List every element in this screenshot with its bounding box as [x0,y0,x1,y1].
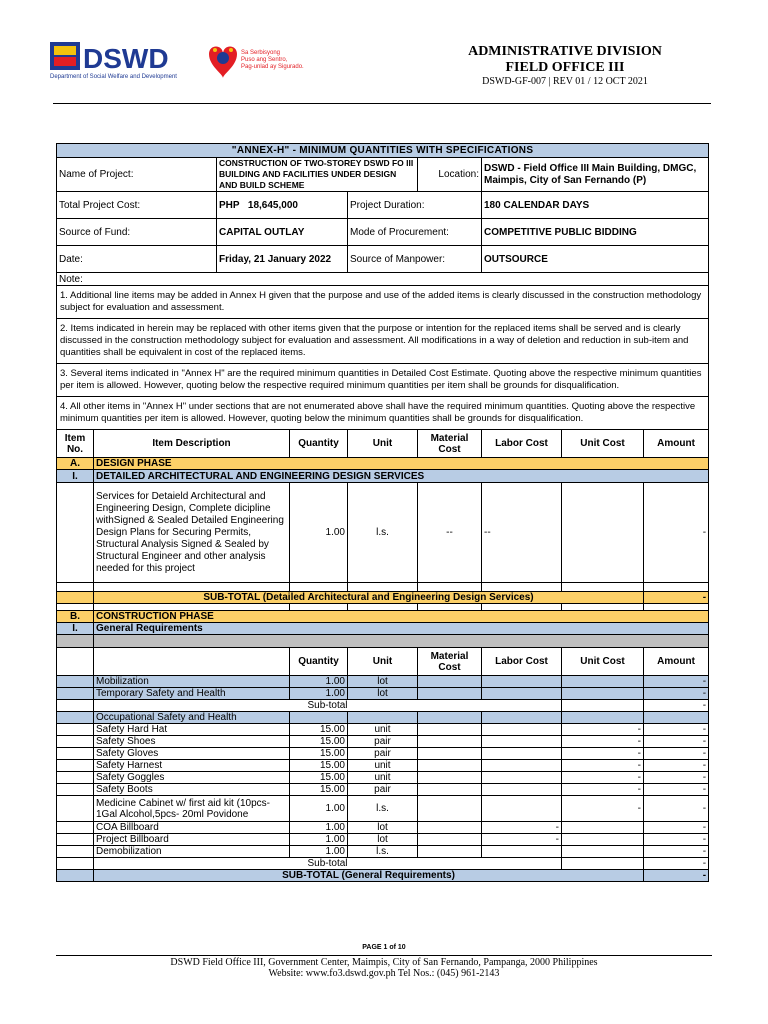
annex-title: "ANNEX-H" - MINIMUM QUANTITIES WITH SPECIFICATIONS [57,144,709,158]
section-b-sub-row [57,623,709,635]
section-a-letter: A. [57,458,94,470]
general-req-header-row [57,648,709,676]
item-amount: - [644,748,709,760]
item-unit-cost: - [562,748,644,760]
item-unit-cost [562,688,644,700]
project-name-label: Name of Project: [57,158,217,192]
date-value: Friday, 21 January 2022 [217,246,348,273]
item-amount: - [644,772,709,784]
procurement-label: Mode of Procurement: [348,219,482,246]
item-desc: Safety Boots [94,784,290,796]
item-qty: 1.00 [290,846,348,858]
item-unit-cost: - [562,772,644,784]
item-desc: Safety Gloves [94,748,290,760]
item-labor [482,724,562,736]
info-row-cost [57,192,709,219]
medicine-unit-cost: - [562,796,644,822]
header-form-code: DSWD-GF-007 | REV 01 / 12 OCT 2021 [482,76,648,87]
item-unit: lot [348,822,418,834]
item-amount: - [644,736,709,748]
info-row-date [57,246,709,273]
col-labor-cost: Labor Cost [482,430,562,458]
project-name-value: CONSTRUCTION OF TWO-STOREY DSWD FO III BUILDING AND FACILITIES UNDER DESIGN AND BUILD SCHEME [217,158,418,192]
item-desc: COA Billboard [94,822,290,834]
section-a-sub-no: I. [57,470,94,483]
note-2: 2. Items indicated in herein may be replaced with other items given that the purpose or intention for the replaced items shall be served and is clearly discussed in the construction methodology subject for evaluation and assessment. All modifications in a way of deletion and reduction in sub-item and quantities shall be equivalent in cost of the replaced items. [57,319,709,364]
duration-label: Project Duration: [348,192,482,219]
osh-items [57,724,709,796]
item-qty: 1.00 [290,688,348,700]
item-qty: 1.00 [290,834,348,846]
header-divider [53,103,711,104]
item-unit: lot [348,688,418,700]
col-quantity: Quantity [290,430,348,458]
subtotal-design-value: - [644,592,709,604]
item-material [418,676,482,688]
gr-col-quantity: Quantity [290,648,348,676]
item-amount: - [644,724,709,736]
subtotal-general-row [57,870,709,882]
item-labor [482,846,562,858]
subtotal-2-value: - [644,858,709,870]
table-row [57,760,709,772]
section-a-title: DESIGN PHASE [94,458,709,470]
item-labor [482,760,562,772]
item-material [418,846,482,858]
medicine-desc: Medicine Cabinet w/ first aid kit (10pcs-1Gal Alcohol,5pcs- 20ml Povidone [94,796,290,822]
gr-col-amount: Amount [644,648,709,676]
item-desc: Safety Shoes [94,736,290,748]
seal-line-3: Pag-unlad ay Sigurado. [241,64,304,70]
subtotal-2-label: Sub-total [94,858,562,870]
info-row-project [57,158,709,192]
general-req-group-1 [57,676,709,700]
table-row [57,784,709,796]
item-desc: Temporary Safety and Health [94,688,290,700]
item-unit-cost [562,834,644,846]
location-label: Location: [418,158,482,192]
annex-h-table [56,143,709,882]
item-labor: - [482,822,562,834]
item-material [418,760,482,772]
item-unit: l.s. [348,846,418,858]
item-amount: - [644,822,709,834]
subtotal-design-label: SUB-TOTAL (Detailed Architectural and Engineering Design Services) [94,592,644,604]
header-division: ADMINISTRATIVE DIVISION [468,44,662,59]
item-unit: pair [348,784,418,796]
seal-line-1: Sa Serbisyong [241,50,281,56]
item-qty: 15.00 [290,784,348,796]
table-row [57,772,709,784]
item-unit-cost: - [562,760,644,772]
col-material-cost: Material Cost [418,430,482,458]
bagong-pilipinas-seal [203,40,315,82]
logo-text: DSWD [83,43,169,74]
section-b-letter: B. [57,611,94,623]
item-unit: lot [348,834,418,846]
item-material [418,724,482,736]
design-services-desc: Services for Detaield Architectural and Engineering Design, Complete dicipline withSigned & Sealed Detailed Engineering Design Plans for Securing Permits, Structural Analysis Signed & Sealed by Structural Engineer and other analysis needed for this project [94,483,290,583]
total-cost-label: Total Project Cost: [57,192,217,219]
item-qty: 15.00 [290,736,348,748]
item-unit-cost: - [562,724,644,736]
item-desc: Safety Harnest [94,760,290,772]
item-unit: lot [348,676,418,688]
subtotal-row-1 [57,700,709,712]
item-unit: pair [348,748,418,760]
location-value: DSWD - Field Office III Main Building, DMGC, Maimpis, City of San Fernando (P) [482,158,709,192]
item-material [418,736,482,748]
item-material [418,822,482,834]
item-unit-cost [562,822,644,834]
footer-address: DSWD Field Office III, Government Center, Maimpis, City of San Fernando, Pampanga, 2000 Philippines [170,957,598,968]
item-material [418,834,482,846]
item-qty: 1.00 [290,676,348,688]
note-1: 1. Additional line items may be added in Annex H given that the purpose and use of the added items is clearly discussed in the construction methodology subject for evaluation and assessment. [57,286,709,319]
item-amount: - [644,834,709,846]
item-material [418,784,482,796]
table-row [57,796,709,822]
col-amount: Amount [644,430,709,458]
design-services-material: -- [418,483,482,583]
procurement-value: COMPETITIVE PUBLIC BIDDING [482,219,709,246]
subtotal-general-value: - [644,870,709,882]
section-b-row [57,611,709,623]
table-row [57,822,709,834]
medicine-unit: l.s. [348,796,418,822]
cost-currency: PHP [219,199,240,211]
table-row [57,834,709,846]
section-a-row [57,458,709,470]
subtotal-1-label: Sub-total [94,700,562,712]
item-material [418,748,482,760]
note-label: Note: [57,273,709,286]
table-row [57,483,709,583]
manpower-value: OUTSOURCE [482,246,709,273]
table-row [57,676,709,688]
item-unit-cost: - [562,784,644,796]
item-qty: 15.00 [290,772,348,784]
item-desc: Safety Hard Hat [94,724,290,736]
fund-value: CAPITAL OUTLAY [217,219,348,246]
table-row [57,688,709,700]
col-item-description: Item Description [94,430,290,458]
item-labor [482,676,562,688]
general-req-tail-items [57,822,709,858]
info-row-fund [57,219,709,246]
item-amount: - [644,676,709,688]
design-services-labor: -- [482,483,562,583]
item-labor [482,784,562,796]
item-unit-cost: - [562,736,644,748]
col-unit: Unit [348,430,418,458]
table-row [57,736,709,748]
date-label: Date: [57,246,217,273]
item-labor [482,736,562,748]
item-amount: - [644,846,709,858]
footer-divider [56,955,712,956]
item-unit: pair [348,736,418,748]
subtotal-1-value: - [644,700,709,712]
section-b-sub-title: General Requirements [94,623,709,635]
note-4: 4. All other items in "Annex H" under sections that are not enumerated above shall have the required minimum quantities. Quoting above the respective minimum quantities per item is allowed. However, quoting below the minimum quantities shall be grounds for disqualification. [57,397,709,430]
table-row [57,748,709,760]
section-a-sub-title: DETAILED ARCHITECTURAL AND ENGINEERING DESIGN SERVICES [94,470,709,483]
item-unit-cost [562,676,644,688]
item-qty: 1.00 [290,822,348,834]
subtotal-row-2 [57,858,709,870]
medicine-amount: - [644,796,709,822]
duration-value: 180 CALENDAR DAYS [482,192,709,219]
item-labor [482,748,562,760]
item-qty: 15.00 [290,748,348,760]
design-services-amount: - [644,483,709,583]
item-labor [482,688,562,700]
note-3: 3. Several items indicated in "Annex H" are the required minimum quantities in Detailed Cost Estimate. Quoting above the respective minimum quantities per item is allowed. However, quoting below the respective required minimum quantities per item shall be grounds for disqualification. [57,364,709,397]
item-qty: 15.00 [290,760,348,772]
item-unit: unit [348,772,418,784]
item-amount: - [644,784,709,796]
item-amount: - [644,688,709,700]
gr-col-unit-cost: Unit Cost [562,648,644,676]
gr-col-unit: Unit [348,648,418,676]
footer-contact: Website: www.fo3.dswd.gov.ph Tel Nos.: (045) 961-2143 [268,968,500,979]
item-unit-cost [562,846,644,858]
logo-subtitle: Department of Social Welfare and Development [50,74,177,80]
design-services-unit: l.s. [348,483,418,583]
item-amount: - [644,760,709,772]
item-unit: unit [348,760,418,772]
item-material [418,688,482,700]
osh-title-row [57,712,709,724]
seal-line-2: Puso ang Sentro, [241,57,288,63]
design-services-qty: 1.00 [290,483,348,583]
item-unit: unit [348,724,418,736]
section-b-title: CONSTRUCTION PHASE [94,611,709,623]
col-unit-cost: Unit Cost [562,430,644,458]
item-qty: 15.00 [290,724,348,736]
item-desc: Safety Goggles [94,772,290,784]
header-office: FIELD OFFICE III [505,60,625,75]
subtotal-design-row [57,592,709,604]
item-desc: Demobilization [94,846,290,858]
col-item-no: Item No. [57,430,94,458]
gr-col-material: Material Cost [418,648,482,676]
section-b-sub-no: I. [57,623,94,635]
table-row [57,724,709,736]
dswd-logo [50,38,200,80]
column-header-row [57,430,709,458]
subtotal-general-label: SUB-TOTAL (General Requirements) [94,870,644,882]
section-a-sub-row [57,470,709,483]
item-desc: Project Billboard [94,834,290,846]
fund-label: Source of Fund: [57,219,217,246]
hand-icon [217,52,229,64]
page-number: PAGE 1 of 10 [362,944,406,951]
osh-title: Occupational Safety and Health [94,712,290,724]
gr-col-labor: Labor Cost [482,648,562,676]
manpower-label: Source of Manpower: [348,246,482,273]
cost-value: 18,645,000 [247,199,298,211]
medicine-qty: 1.00 [290,796,348,822]
item-labor: - [482,834,562,846]
item-labor [482,772,562,784]
table-row [57,846,709,858]
item-material [418,772,482,784]
item-desc: Mobilization [94,676,290,688]
